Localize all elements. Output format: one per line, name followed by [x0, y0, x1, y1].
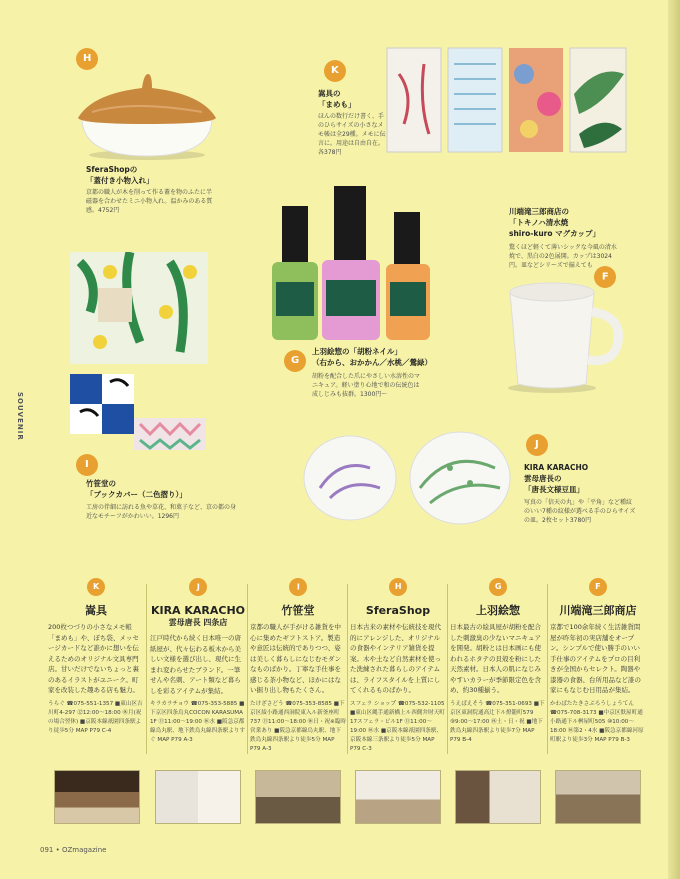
badge-i: I [71, 449, 102, 480]
shop-name: SferaShop [365, 604, 431, 617]
shop-photo [555, 770, 641, 824]
lidded-bowl-image [72, 72, 222, 162]
product-f-desc: 驚くほど軽くて薄いシックな今風の清水焼で、黒白の2色展開。カップは3024円。皿などシリーズで揃えても [509, 244, 617, 269]
shop-info: スフェラ ショップ ☎075-532-1105 ■東山区縄手通新橋上ル西側弁財天町17スフェラ・ビル1F ⑪11:00〜19:00 ㊡水 ■京阪本線祇園四条駅、京阪本線三条駅より徒歩5分 MAP P79 C-3 [350, 700, 445, 752]
shop-photo [455, 770, 541, 824]
shop-photo [255, 770, 341, 824]
shop-info: たけざさどう ☎075-353-8585 ■下京区綾小路通西洞院東入ル新釜座町737 ⑪11:00〜18:00 ㊡日・祝※臨時営業あり ■阪急京都線烏丸駅、地下鉄烏丸線四条駅より徒歩5分 MAP P79 A-3 [250, 700, 346, 752]
page-spine [668, 0, 680, 879]
product-k-desc: ほんの数行だけ書く、手のひらサイズの小さなメモ帳は全29種。メモに伝言に。用途は自由自在。各378円 [318, 113, 386, 156]
shop-name: 上羽絵惣 [476, 604, 520, 617]
memo-pads-image [384, 44, 634, 156]
shop-name: 竹笹堂 [281, 604, 315, 617]
product-i-title: 竹笹堂の 「ブックカバー（二色摺り）」 [86, 479, 187, 499]
shop-badge: H [385, 574, 410, 599]
shop-photo [355, 770, 441, 824]
nail-polish-image [268, 182, 444, 344]
badge-g: G [279, 345, 310, 376]
shop-photo [54, 770, 140, 824]
book-cover-image [70, 252, 212, 450]
shop-column [550, 578, 646, 745]
badge-k: K [319, 55, 350, 86]
badge-h: H [71, 43, 102, 74]
shop-column [350, 578, 446, 754]
product-g-desc: 胡粉を配合した爪にやさしい水溶性のマニキュア。軽い塗り心地で和の伝統色は成しじみも抜群。1300円〜 [312, 373, 421, 398]
plates-image [300, 428, 514, 528]
badge-j: J [521, 429, 552, 460]
shop-description: 日本最古の絵具屋が胡粉を配合した刺激臭の少ないマニキュアを開発。胡粉とは日本画にも使われるホタテの貝殻を粉にした天然素材。日本人の肌になじみやすいカラーが季節限定色を含め、約30種揃う。 [450, 623, 541, 694]
product-j-desc: 写真の「信天の丸」や「平角」など種紋のいい7種の紋様が選べる手のひらサイズの皿。2枚セット3780円 [524, 499, 636, 524]
shop-badge: I [285, 574, 310, 599]
shop-description: 江戸時代から続く日本唯一の唐紙屋が、代々伝わる板木から美しい文様を選び出し、現代に生まれ変わらせたブランド。一筆せんや名刺、アート類など暮らしを彩るアイテムが集結。 [150, 634, 241, 695]
shop-info: うらぐ ☎075-551-1357 ■東山区吉川町4-297 ⑫12:00〜18:00 ㊡月(祝の場合翌休) ■京阪本線祇園四条駅より徒歩5分 MAP P79 C-4 [48, 700, 143, 734]
shop-info: キラカラチョウ ☎075-353-5885 ■下京区四条烏丸COCON KARASUMA 1F ⑪11:00〜19:00 ㊡水 ■阪急京都線烏丸駅、地下鉄烏丸線四条駅よりすぐ MAP P79 A-3 [150, 701, 246, 743]
shop-badge: J [185, 574, 210, 599]
shop-badge: F [585, 574, 610, 599]
shop-subname: 雲母唐長 四条店 [168, 618, 228, 627]
product-f-title: 川端滝三郎商店の 「トキノハ清水焼 shiro-kuro マグカップ」 [509, 207, 601, 238]
shop-badge: K [83, 574, 108, 599]
shop-info: うえばえそう ☎075-351-0693 ■下京区東洞院通高辻下ル燈籠町579 ⑨9:00〜17:00 ㊡土・日・祝 ■地下鉄烏丸線四条駅より徒歩7分 MAP P79 B-4 [450, 700, 545, 743]
product-g-title: 上羽絵惣の「胡粉ネイル」 （右から、おかかん／水桃／鶯緑） [312, 347, 432, 367]
shop-badge: G [485, 574, 510, 599]
shop-photo [155, 770, 241, 824]
mug-image [504, 278, 626, 396]
product-h-desc: 京都の職人が木を削って作る蓋を物のふたに半磁器を合わせたミニ小物入れ。温かみのある質感。4752円 [86, 189, 213, 214]
shop-description: 京都の職人が手がける雑貨を中心に集めたギフトストア。製造や意匠は伝統的でありつつ、姿は美しく暮らしになじむモダンなものばかり。丁寧な手仕事を感じる茶小物など、ほかにはない掘り出し物もたくさん。 [250, 623, 342, 694]
shop-column [48, 578, 144, 736]
shop-name: 嵩具 [85, 604, 107, 617]
shop-info: かわばたたきさぶろうしょうてん ☎075-708-3173 ■中京区麩屋町通小路通下ル桝屋町505 ⑩10:00〜18:00 ㊡第2・4水 ■阪急京都線河原町駅より徒歩3分 MAP P79 B-3 [550, 700, 644, 743]
shop-name: 川端滝三郎商店 [559, 604, 637, 617]
section-label: SOUVENIR [16, 392, 24, 441]
badge-f: F [589, 261, 620, 292]
product-j-title: KIRA KARACHO 雲母唐長の 「唐長文様豆皿」 [524, 463, 589, 494]
product-k-title: 嵩具の 「まめも」 [318, 89, 356, 109]
shop-name: KIRA KARACHO [150, 604, 246, 617]
shop-column [150, 578, 246, 745]
shop-description: 200枚つづりの小さなメモ帳「まめも」や、ぽち袋、メッセージカードなど誰かに想いを伝えるためのオリジナル文具専門店。甘いだけでないちょっと裏のあるイラストがユニーク。町家を改装した趣ある店も魅力。 [48, 623, 139, 694]
page-footer: 091 • OZmagazine [40, 846, 107, 854]
shop-column [250, 578, 346, 754]
shop-description: 京都で100余年続く生活雑貨問屋が昨年初の実店舗をオープン。シンプルで使い勝手のいい手仕事のアイテムをプロの目利きが全国からセレクト。陶器や漆器の食器、台所用品など誰の家にもなじむ日用品が集結。 [550, 623, 641, 694]
shop-description: 日本古来の素材や伝統技を現代的にアレンジした、オリジナルの食器やインテリア雑貨を提案。木や土など自然素材を使った洗練された暮らしのアイテムは、ライフスタイルを上質にしてくれるものばかり。 [350, 623, 441, 694]
product-i-desc: 工房の伴細に訪れる魚や草花、和菓子など、京の都の身近なモチーフがかわいい。1296円 [86, 504, 237, 520]
shop-column [450, 578, 546, 745]
product-h-title: SferaShopの 「蓋付き小物入れ」 [86, 165, 154, 185]
